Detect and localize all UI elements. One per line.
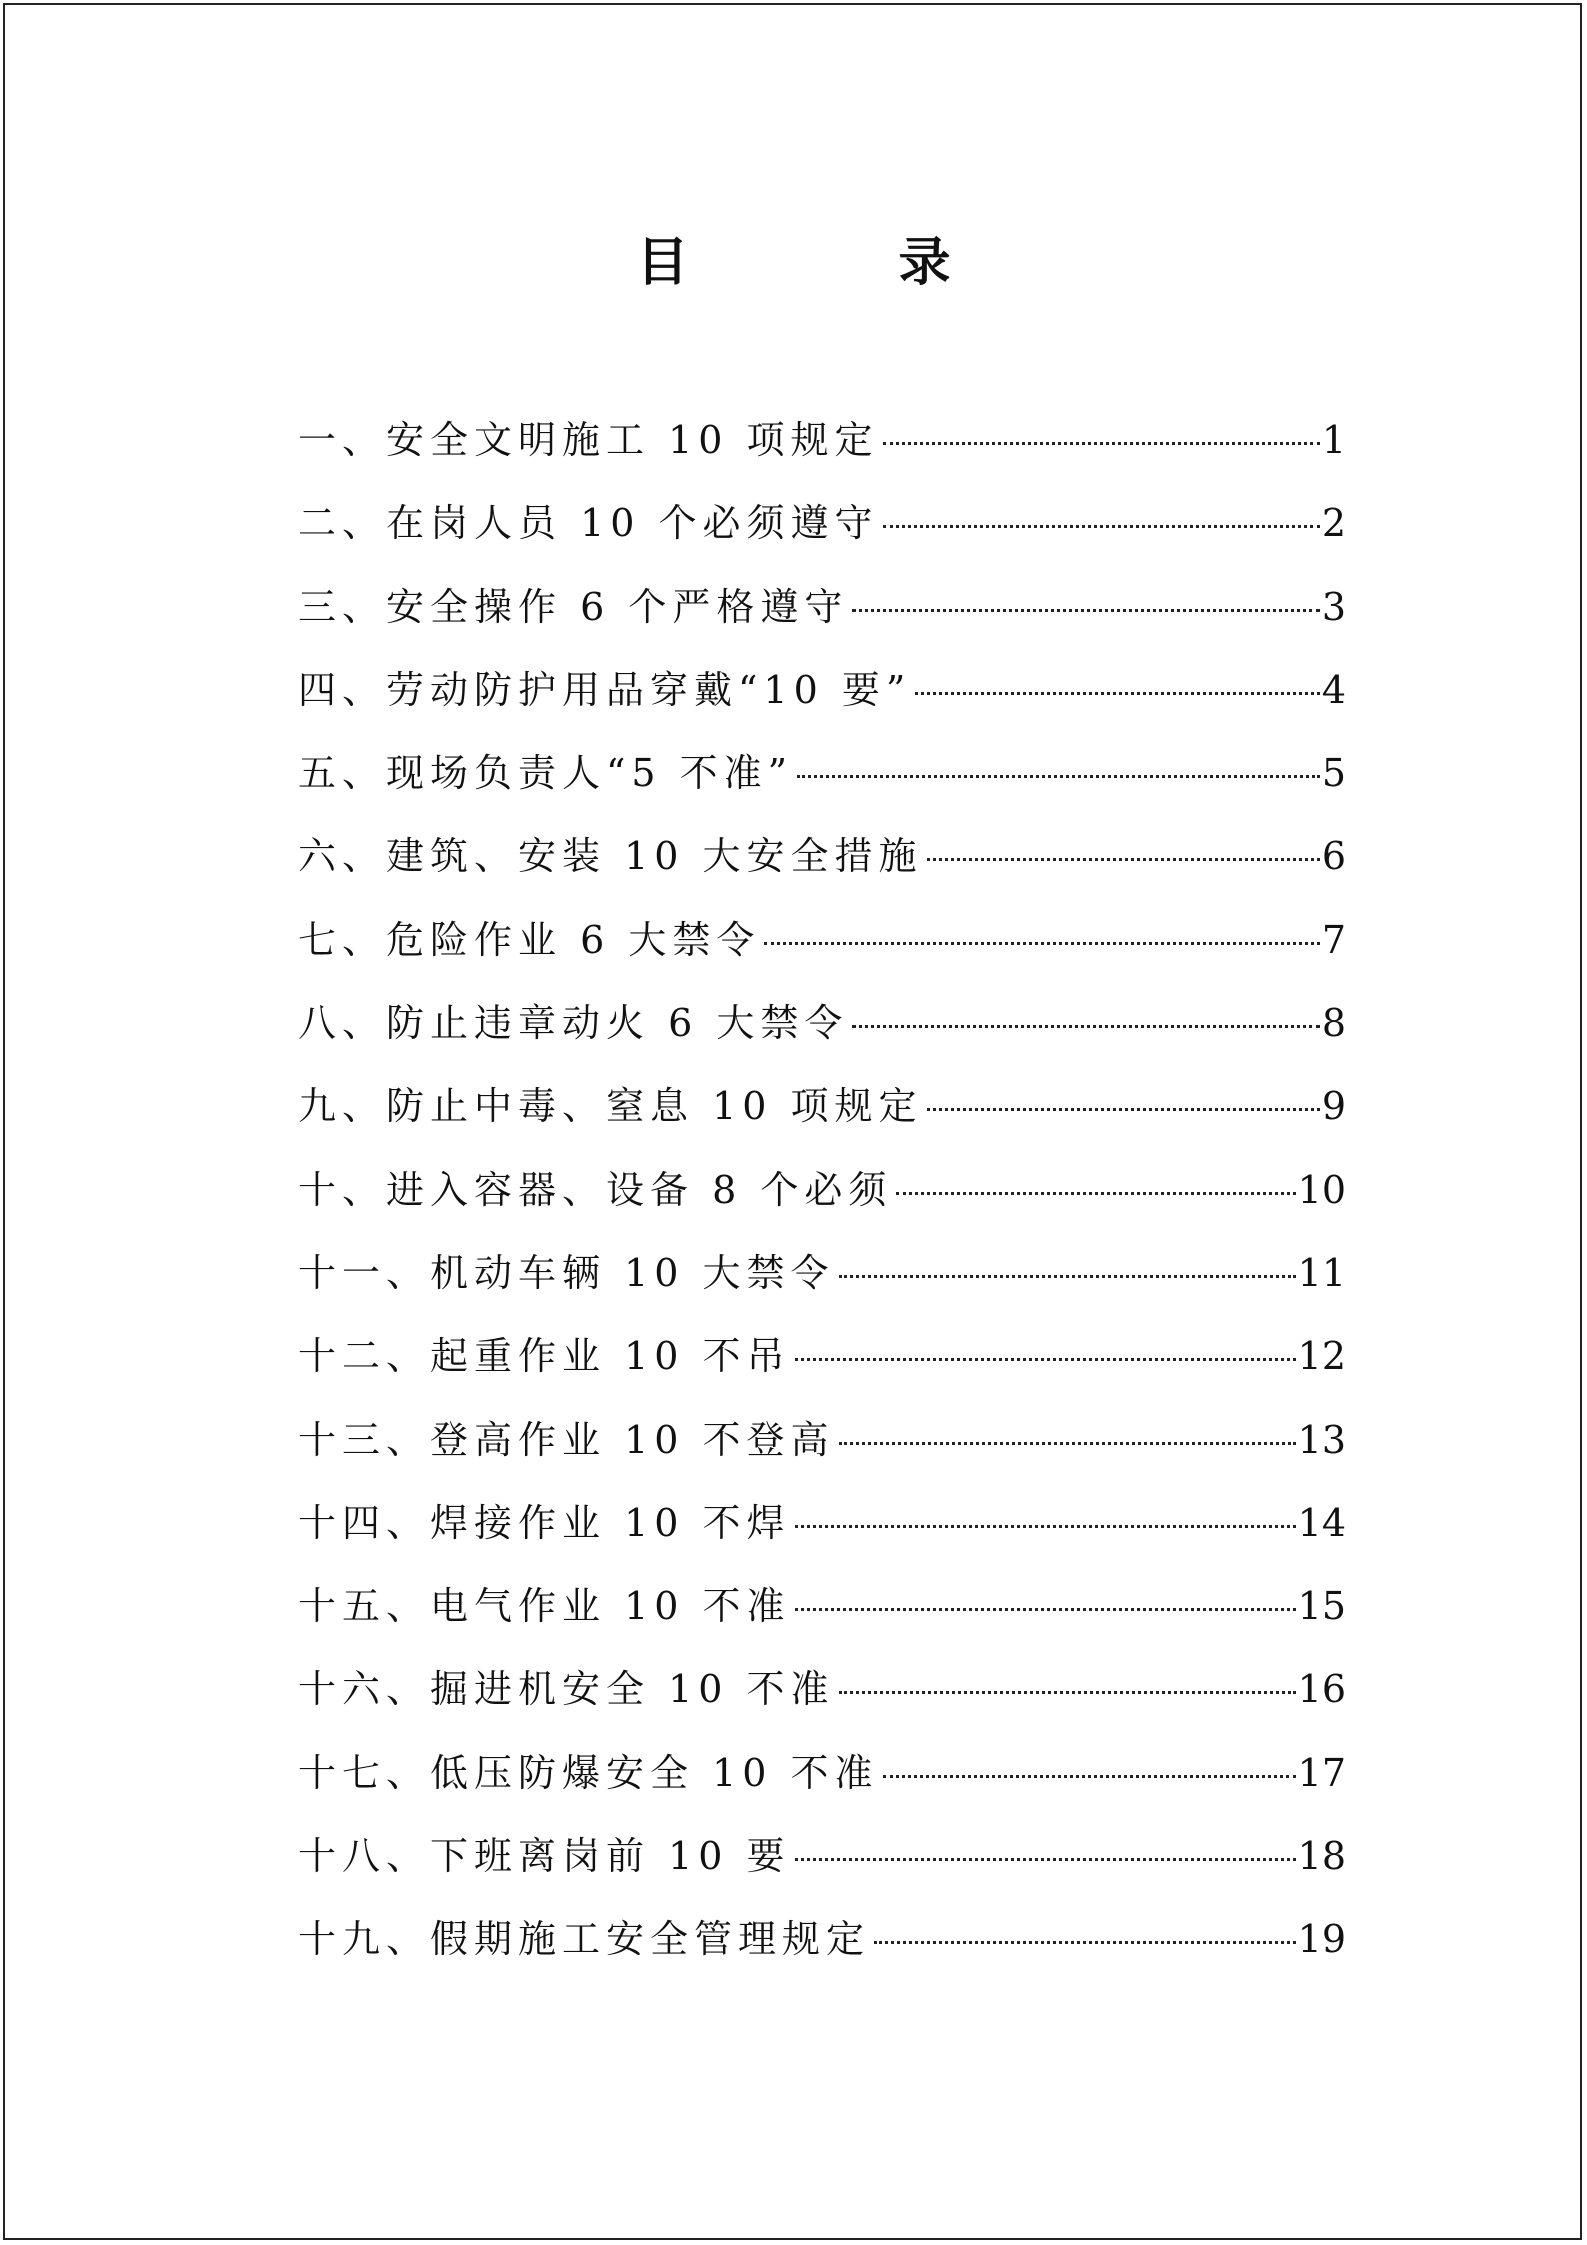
dot-leader (874, 1941, 1296, 1944)
toc-entry-label: 九、防止中毒、窒息 10 项规定 (298, 1084, 923, 1129)
toc-entry-label: 十七、低压防爆安全 10 不准 (298, 1750, 879, 1795)
dot-leader (839, 1691, 1296, 1694)
toc-entry-page: 14 (1297, 1500, 1346, 1545)
toc-entry-page: 10 (1297, 1167, 1346, 1212)
toc-entry[interactable] (298, 904, 1346, 987)
toc-entry[interactable] (298, 1820, 1346, 1903)
toc-entry[interactable] (298, 1653, 1346, 1736)
dot-leader (795, 1858, 1296, 1861)
toc-entry-label: 十三、登高作业 10 不登高 (298, 1417, 835, 1462)
dot-leader (795, 1525, 1296, 1528)
toc-entry[interactable] (298, 820, 1346, 903)
dot-leader (883, 442, 1320, 445)
toc-entry-label: 十、进入容器、设备 8 个必须 (298, 1167, 893, 1212)
dot-leader (795, 1608, 1296, 1611)
toc-entry-page: 8 (1321, 1001, 1346, 1046)
toc-entry[interactable] (298, 1070, 1346, 1153)
toc-entry[interactable] (298, 1320, 1346, 1403)
dot-leader (852, 609, 1319, 612)
dot-leader (915, 692, 1320, 695)
dot-leader (896, 1192, 1295, 1195)
dot-leader (839, 1442, 1296, 1445)
dot-leader (764, 942, 1319, 945)
toc-entry[interactable] (298, 571, 1346, 654)
toc-entry[interactable] (298, 1570, 1346, 1653)
toc-entry[interactable] (298, 987, 1346, 1070)
toc-entry[interactable] (298, 404, 1346, 487)
toc-entry[interactable] (298, 1903, 1346, 1986)
toc-entry-label: 十九、假期施工安全管理规定 (298, 1917, 871, 1962)
toc-entry-label: 十四、焊接作业 10 不焊 (298, 1500, 791, 1545)
dot-leader (883, 525, 1320, 528)
toc-entry-label: 十二、起重作业 10 不吊 (298, 1334, 791, 1379)
dot-leader (927, 1108, 1320, 1111)
toc-entry-page: 11 (1297, 1250, 1346, 1295)
toc-entry[interactable] (298, 737, 1346, 820)
toc-entry-page: 3 (1321, 584, 1346, 629)
dot-leader (927, 858, 1320, 861)
toc-entry[interactable] (298, 1487, 1346, 1570)
toc-entry-label: 一、安全文明施工 10 项规定 (298, 418, 879, 462)
toc-entry-label: 七、危险作业 6 大禁令 (298, 917, 761, 962)
toc-entry-label: 五、现场负责人“5 不准” (298, 751, 794, 796)
toc-entry[interactable] (298, 654, 1346, 737)
toc-entry-page: 19 (1297, 1917, 1346, 1962)
toc-entry-page: 7 (1321, 917, 1346, 962)
toc-entry-label: 四、劳动防护用品穿戴“10 要” (298, 667, 912, 712)
toc-entry-page: 15 (1297, 1584, 1346, 1629)
toc-entry-label: 十八、下班离岗前 10 要 (298, 1834, 791, 1879)
toc-entry-label: 三、安全操作 6 个严格遵守 (298, 584, 849, 629)
table-of-contents (298, 404, 1346, 1987)
dot-leader (839, 1275, 1296, 1278)
dot-leader (795, 1358, 1296, 1361)
toc-entry[interactable] (298, 487, 1346, 570)
toc-entry-page: 9 (1321, 1084, 1346, 1129)
toc-entry-page: 16 (1297, 1667, 1346, 1712)
toc-entry-page: 18 (1297, 1834, 1346, 1879)
dot-leader (883, 1775, 1296, 1778)
toc-entry-label: 十六、掘进机安全 10 不准 (298, 1667, 835, 1712)
toc-entry-page: 4 (1321, 667, 1346, 712)
dot-leader (797, 775, 1320, 778)
toc-entry-page: 1 (1321, 418, 1346, 462)
toc-entry[interactable] (298, 1737, 1346, 1820)
toc-entry-label: 八、防止违章动火 6 大禁令 (298, 1001, 849, 1046)
toc-entry-page: 12 (1297, 1334, 1346, 1379)
toc-entry-label: 二、在岗人员 10 个必须遵守 (298, 501, 879, 546)
toc-entry-page: 13 (1297, 1417, 1346, 1462)
toc-entry-label: 十一、机动车辆 10 大禁令 (298, 1250, 835, 1295)
toc-entry[interactable] (298, 1237, 1346, 1320)
toc-entry-label: 六、建筑、安装 10 大安全措施 (298, 834, 923, 879)
toc-entry-page: 5 (1321, 751, 1346, 796)
dot-leader (852, 1025, 1319, 1028)
page-title: 目 录 (636, 233, 1047, 293)
toc-entry[interactable] (298, 1404, 1346, 1487)
toc-entry-page: 2 (1321, 501, 1346, 546)
toc-entry-page: 6 (1321, 834, 1346, 879)
toc-entry-label: 十五、电气作业 10 不准 (298, 1584, 791, 1629)
toc-entry[interactable] (298, 1154, 1346, 1237)
toc-entry-page: 17 (1297, 1750, 1346, 1795)
